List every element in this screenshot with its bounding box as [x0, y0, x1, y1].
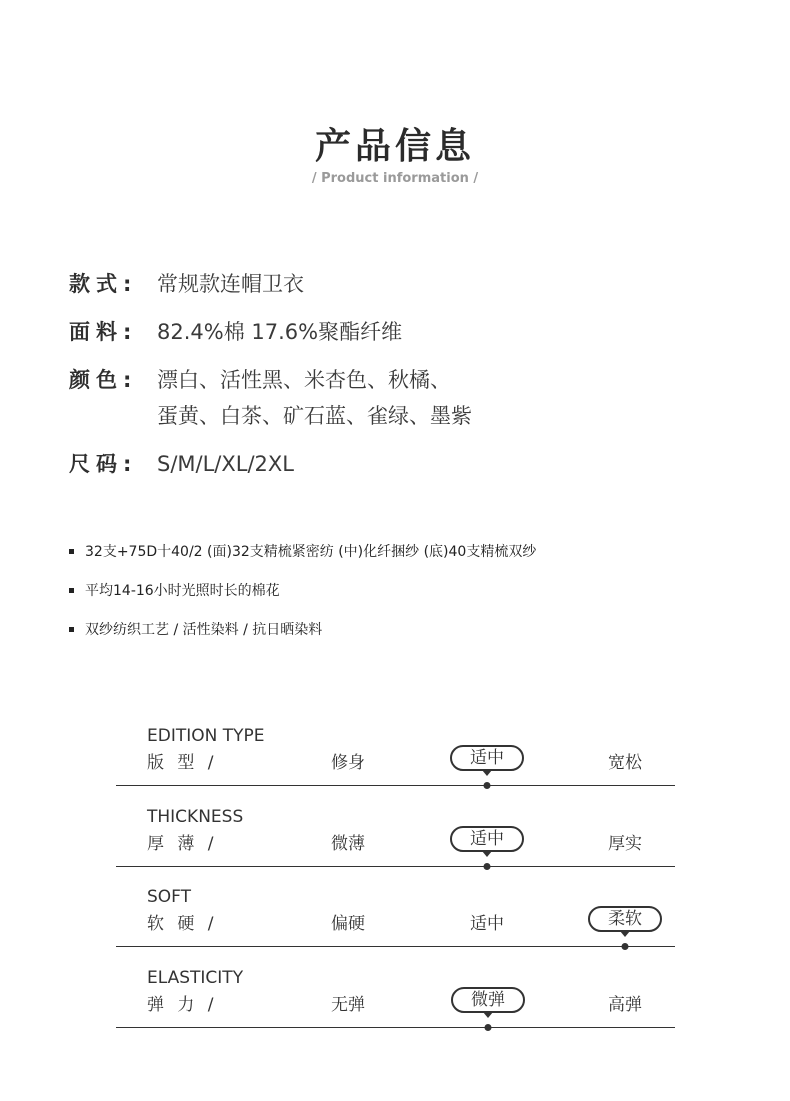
attr-row-soft	[116, 867, 675, 947]
scale-line	[116, 1027, 675, 1029]
feature-item	[69, 618, 536, 640]
feature-item	[69, 540, 536, 562]
attr-name-en: ELASTICITY	[147, 968, 244, 988]
attr-row-edition-type	[116, 706, 675, 786]
scale-line	[116, 785, 675, 787]
feature-item	[69, 579, 536, 601]
feature-list	[69, 540, 536, 657]
attr-name-en: EDITION TYPE	[147, 726, 265, 746]
attr-name-cn: 软 硬 /	[147, 914, 218, 934]
attr-name-en: SOFT	[147, 887, 192, 907]
spec-value: 82.4%棉 17.6%聚酯纤维	[157, 320, 403, 344]
selected-option-pill: 微弹	[451, 987, 525, 1013]
spec-size	[69, 446, 294, 482]
selected-option-pill: 柔软	[588, 906, 662, 932]
option: 无弹	[331, 995, 365, 1015]
scale-line	[116, 946, 675, 948]
feature-text: 32支+75D十40/2 (面)32支精梳紧密纺 (中)化纤捆纱 (底)40支精梳双纱	[85, 544, 537, 560]
attr-row-thickness	[116, 787, 675, 867]
spec-label: 款式:	[69, 272, 138, 296]
feature-text: 双纱纺织工艺 / 活性染料 / 抗日晒染料	[85, 622, 323, 638]
page-subtitle: / Product information /	[311, 171, 479, 186]
spec-label: 颜色:	[69, 368, 138, 392]
bullet-icon	[69, 588, 74, 593]
attr-name-cn: 弹 力 /	[147, 995, 218, 1015]
spec-style	[69, 266, 304, 302]
option: 厚实	[608, 834, 642, 854]
option: 微薄	[331, 834, 365, 854]
option: 修身	[331, 753, 365, 773]
option: 宽松	[608, 753, 642, 773]
bullet-icon	[69, 549, 74, 554]
spec-label: 尺码:	[69, 452, 138, 476]
attr-name-en: THICKNESS	[147, 807, 244, 827]
attr-row-elasticity	[116, 948, 675, 1028]
selected-option-pill: 适中	[450, 745, 524, 771]
page-title: 产品信息	[314, 126, 475, 167]
spec-value-line1: 漂白、活性黑、米杏色、秋橘、	[157, 368, 451, 392]
attr-name-cn: 厚 薄 /	[147, 834, 218, 854]
spec-color	[69, 362, 472, 434]
selected-option-pill: 适中	[450, 826, 524, 852]
scale-marker-icon	[485, 1024, 492, 1031]
spec-label: 面料:	[69, 320, 138, 344]
option: 偏硬	[331, 914, 365, 934]
option: 高弹	[608, 995, 642, 1015]
spec-fabric	[69, 314, 402, 350]
feature-text: 平均14-16小时光照时长的棉花	[85, 583, 280, 599]
bullet-icon	[69, 627, 74, 632]
attr-name-cn: 版 型 /	[147, 753, 218, 773]
spec-value: 常规款连帽卫衣	[157, 272, 304, 296]
option: 适中	[470, 914, 504, 934]
spec-value-line2: 蛋黄、白茶、矿石蓝、雀绿、墨紫	[157, 404, 472, 428]
spec-value: S/M/L/XL/2XL	[157, 452, 294, 476]
